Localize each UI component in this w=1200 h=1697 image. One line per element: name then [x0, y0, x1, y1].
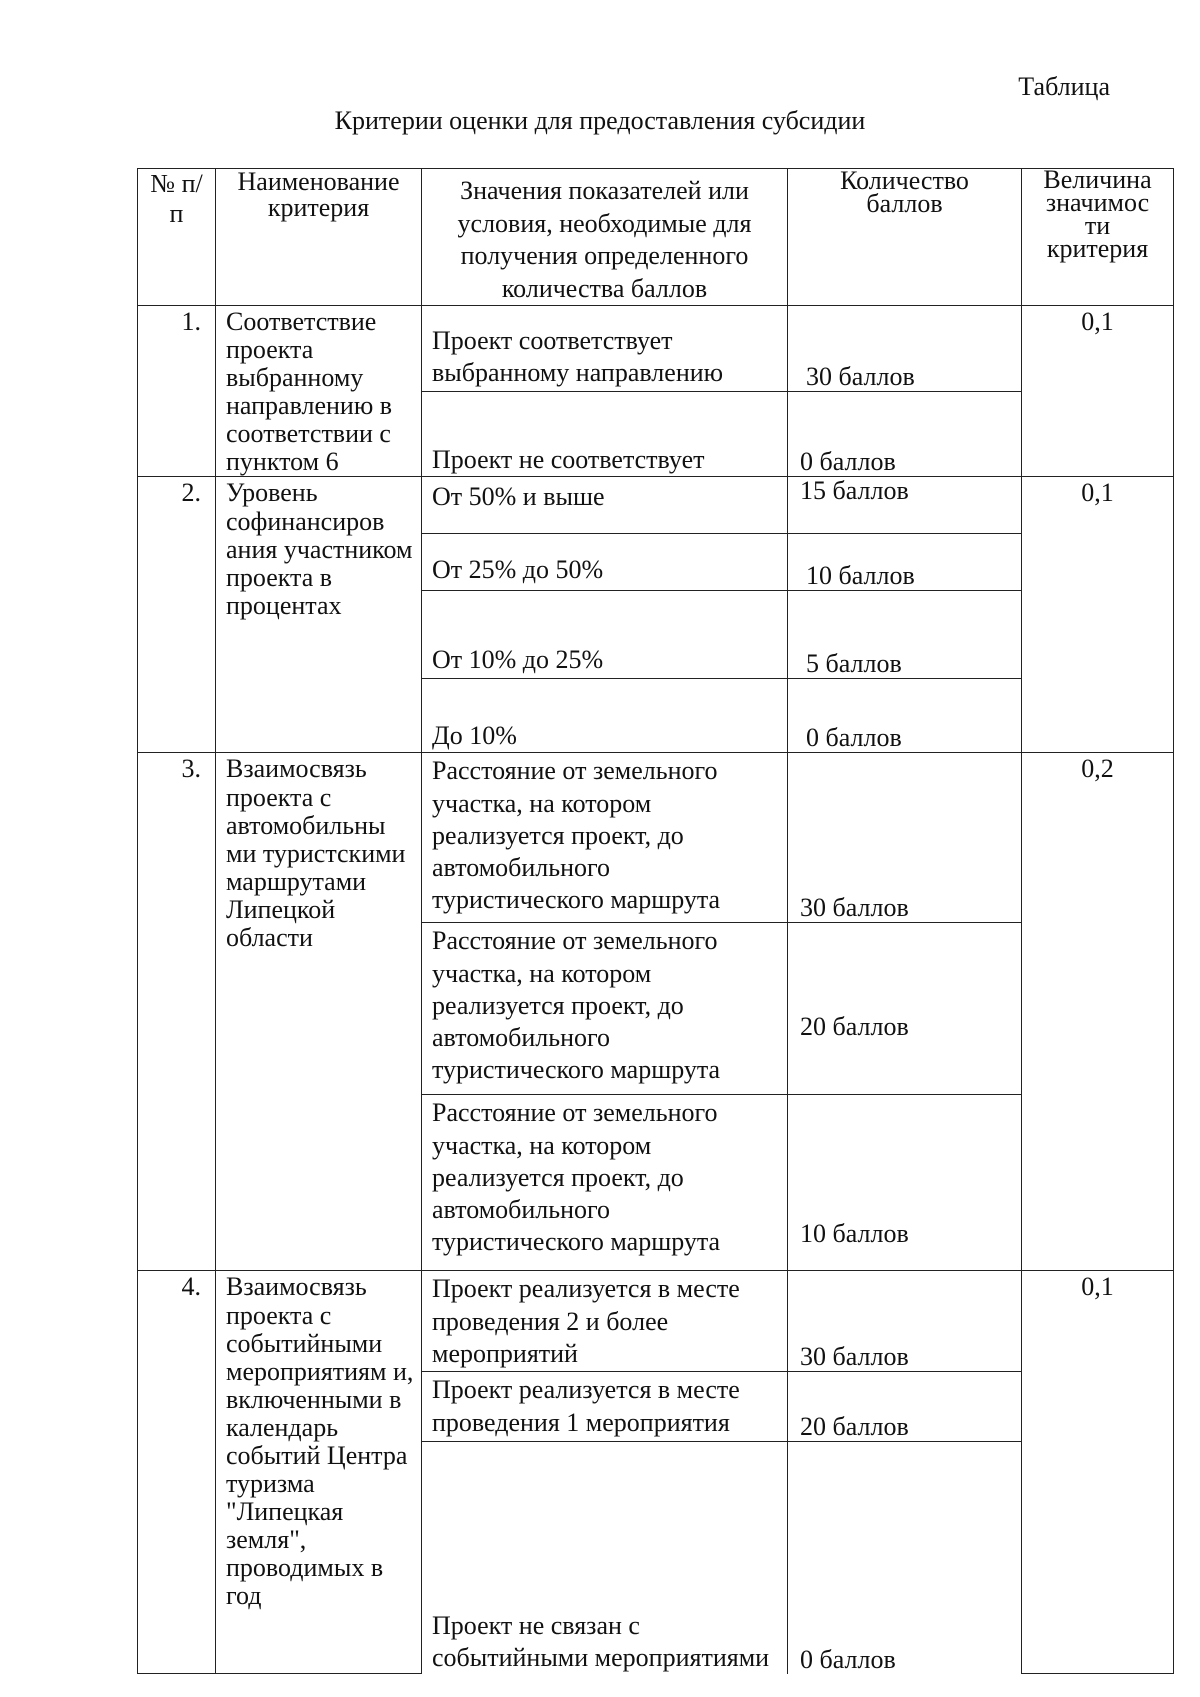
table-row — [138, 306, 1174, 392]
condition-text: Расстояние от земельного участка, на котором реализуется проект, до автомобильного туристического маршрута — [422, 753, 788, 923]
points-value: 15 баллов — [788, 477, 1022, 534]
table-caption-label: Таблица — [1018, 72, 1110, 101]
document-title: Критерии оценки для предоставления субсидии — [334, 106, 866, 135]
header-criterion-name: Наименование критерия — [216, 169, 422, 306]
criterion-weight: 0,1 — [1022, 1271, 1174, 1674]
points-value: 30 баллов — [788, 1271, 1022, 1372]
row-number: 1. — [138, 306, 216, 477]
criterion-weight: 0,1 — [1022, 306, 1174, 477]
criterion-name: Взаимосвязь проекта с автомобильны ми туристскими маршрутами Липецкой области — [216, 753, 422, 1271]
points-value: 20 баллов — [788, 923, 1022, 1095]
points-value: 30 баллов — [788, 753, 1022, 923]
points-value: 0 баллов — [788, 1442, 1022, 1674]
points-value: 10 баллов — [788, 534, 1022, 591]
condition-text: Проект не соответствует — [422, 392, 788, 477]
table-row — [138, 1271, 1174, 1372]
points-value: 20 баллов — [788, 1372, 1022, 1442]
row-number: 3. — [138, 753, 216, 1271]
row-number: 2. — [138, 477, 216, 753]
condition-text: От 10% до 25% — [422, 591, 788, 679]
criteria-table — [137, 165, 1174, 1674]
condition-text: Расстояние от земельного участка, на котором реализуется проект, до автомобильного туристического маршрута — [422, 1095, 788, 1271]
table-row — [138, 753, 1174, 923]
criterion-name: Уровень софинансиров ания участником проекта в процентах — [216, 477, 422, 753]
condition-text: До 10% — [422, 679, 788, 753]
header-number: № п/п — [138, 169, 216, 306]
points-value: 0 баллов — [788, 392, 1022, 477]
header-weight: Величина значимос ти критерия — [1022, 169, 1174, 306]
condition-text: Проект не связан с событийными мероприятиями — [422, 1442, 788, 1674]
criterion-name: Соответствие проекта выбранному направлению в соответствии с пунктом 6 — [216, 306, 422, 477]
header-points: Количество баллов — [788, 169, 1022, 306]
condition-text: Проект реализуется в месте проведения 2 и более мероприятий — [422, 1271, 788, 1372]
table-header-row — [138, 169, 1174, 306]
condition-text: Проект соответствует выбранному направлению — [422, 306, 788, 392]
condition-text: Проект реализуется в месте проведения 1 мероприятия — [422, 1372, 788, 1442]
criterion-weight: 0,1 — [1022, 477, 1174, 753]
condition-text: От 25% до 50% — [422, 534, 788, 591]
header-conditions: Значения показателей или условия, необходимые для получения определенного количества баллов — [422, 169, 788, 306]
condition-text: Расстояние от земельного участка, на котором реализуется проект, до автомобильного туристического маршрута — [422, 923, 788, 1095]
points-value: 0 баллов — [788, 679, 1022, 753]
points-value: 5 баллов — [788, 591, 1022, 679]
condition-text: От 50% и выше — [422, 477, 788, 534]
criterion-weight: 0,2 — [1022, 753, 1174, 1271]
row-number: 4. — [138, 1271, 216, 1674]
table-row — [138, 477, 1174, 534]
criterion-name: Взаимосвязь проекта с событийными мероприятиям и, включенными в календарь событий Центра туризма "Липецкая земля", проводимых в год — [216, 1271, 422, 1674]
points-value: 10 баллов — [788, 1095, 1022, 1271]
points-value: 30 баллов — [788, 306, 1022, 392]
